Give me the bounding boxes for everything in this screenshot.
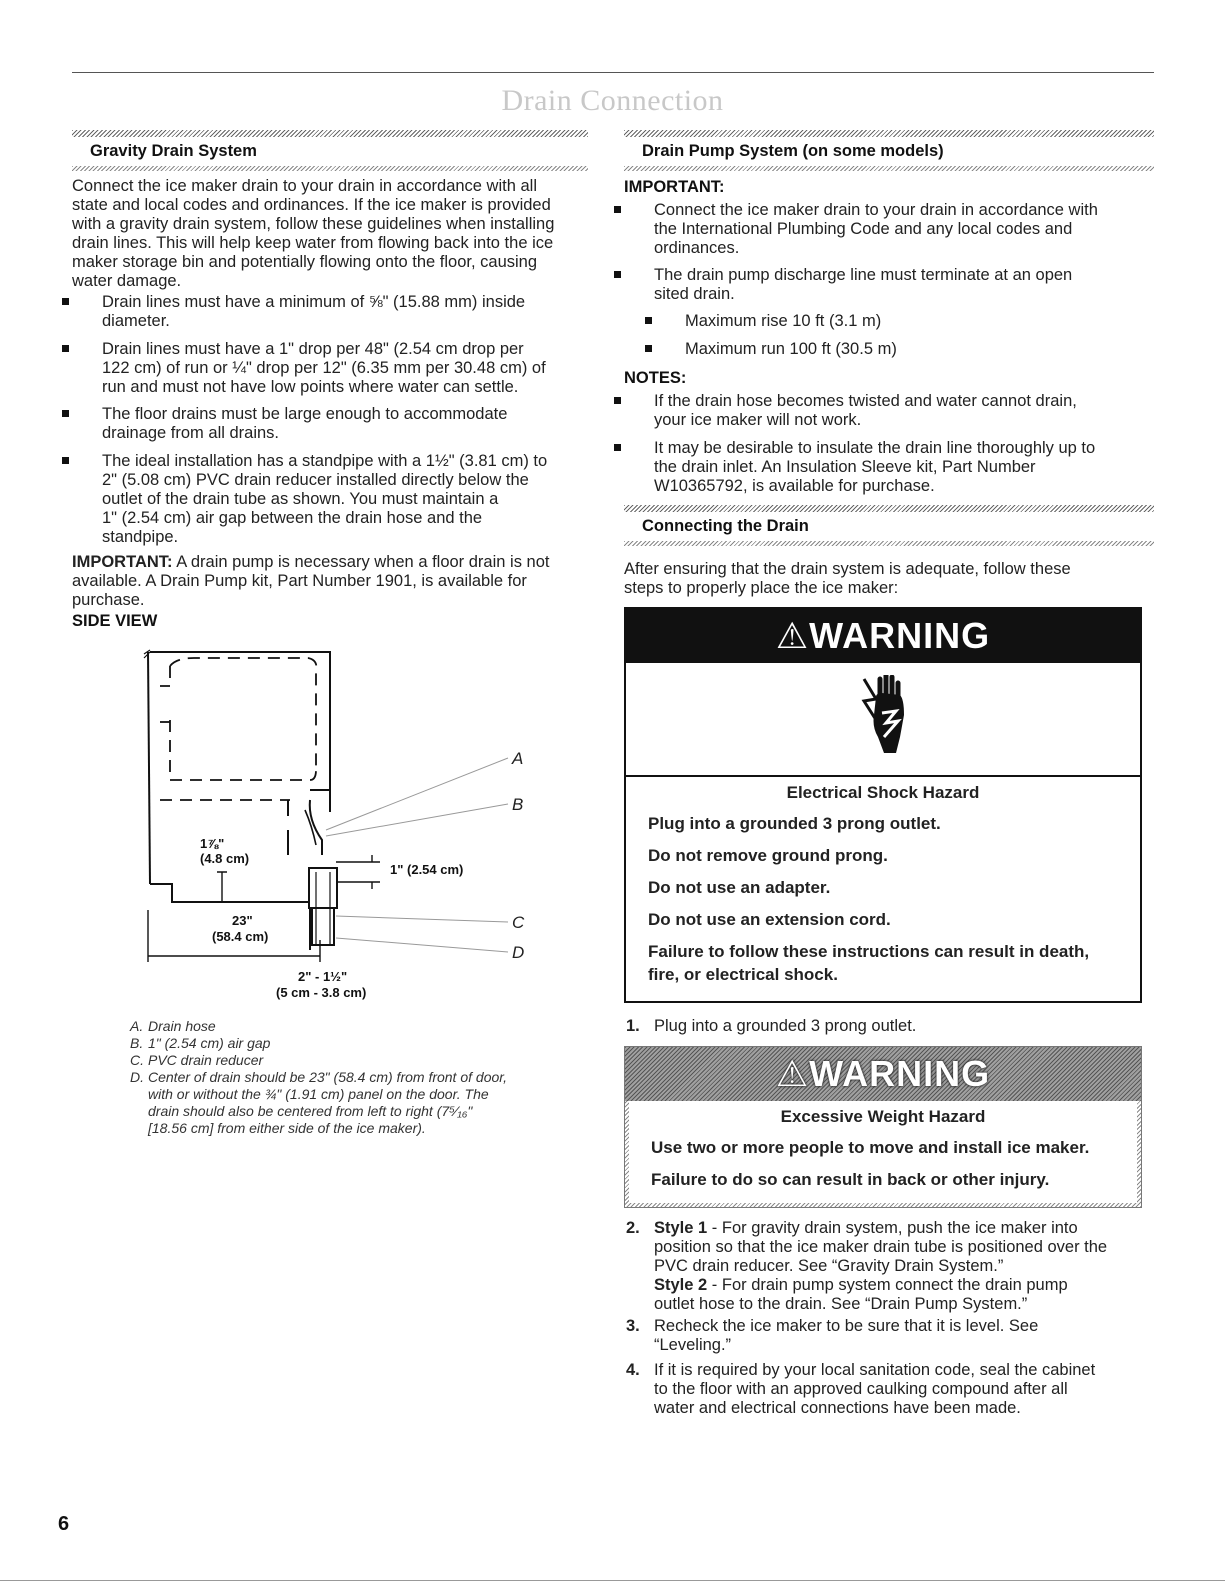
step-3	[626, 1317, 1154, 1355]
top-rule	[72, 72, 1154, 73]
bullet-line: The drain pump discharge line must terminate at an open	[654, 266, 1073, 284]
warning-title: Electrical Shock Hazard	[786, 783, 980, 802]
weight-warning-content	[629, 1101, 1137, 1203]
diagram-legend	[130, 1018, 588, 1137]
legend-item: D. Center of drain should be 23" (58.4 cm) from front of door, with or without the ¾" (1.91 cm) panel on the door. The drain should also be centered from left to right (7⁵⁄₁₆" [18.56 cm] from either side of the ice maker).	[130, 1069, 508, 1136]
step-number: 4.	[626, 1361, 640, 1379]
step-text: Recheck the ice maker to be sure that it is level. See	[654, 1317, 1039, 1335]
intro-line: Connect the ice maker drain to your drain in accordance with all	[72, 177, 537, 195]
dim-label-2a: 23"	[232, 913, 253, 928]
step-text: water and electrical connections have been made.	[654, 1399, 1021, 1417]
warning-line: Plug into a grounded 3 prong outlet.	[648, 814, 941, 833]
callout-c: C	[512, 913, 525, 932]
legend-item: B. 1" (2.54 cm) air gap	[130, 1035, 271, 1051]
bullet-line: the drain inlet. An Insulation Sleeve kit, Part Number	[654, 458, 1036, 476]
bullet-line: outlet of the drain tube as shown. You must maintain a	[102, 490, 499, 508]
step-text: - For drain pump system connect the drain pump	[707, 1276, 1068, 1294]
heading-hatch-rule	[624, 130, 1154, 137]
pvc-reducer-top	[309, 868, 337, 908]
bullet-square-icon	[62, 410, 69, 417]
bin-dashed-left	[160, 666, 170, 686]
bullet-line: 122 cm) of run or ¼" drop per 12" (6.35 mm per 30.48 cm) of	[102, 359, 546, 377]
bullet-line: standpipe.	[102, 528, 179, 546]
important-text: available. A Drain Pump kit, Part Number 1901, is available for	[72, 572, 527, 590]
dim-label-2b: (58.4 cm)	[212, 929, 269, 944]
style1-label: Style 1	[654, 1219, 708, 1237]
bullet-line: 2" (5.08 cm) PVC drain reducer installed directly below the	[102, 471, 529, 489]
drain-pump-heading-block	[624, 130, 1154, 171]
warning-line: Do not use an extension cord.	[648, 910, 891, 929]
step-text: Plug into a grounded 3 prong outlet.	[654, 1017, 917, 1035]
cabinet-outline	[150, 652, 330, 812]
bullet-line: Connect the ice maker drain to your drain in accordance with	[654, 201, 1098, 219]
bullet-square-icon	[614, 206, 621, 213]
gravity-intro	[72, 177, 592, 291]
heading-hatch-rule-bottom	[624, 166, 1154, 171]
dim-label-3b: (5 cm - 3.8 cm)	[276, 985, 367, 1000]
step-text: position so that the ice maker drain tube is positioned over the	[654, 1238, 1108, 1256]
important-text: purchase.	[72, 591, 145, 609]
bullet-line: W10365792, is available for purchase.	[654, 477, 935, 495]
bullet-line: Drain lines must have a 1" drop per 48" (2.54 cm drop per	[102, 340, 524, 358]
gravity-bullet	[102, 293, 592, 331]
side-view-diagram	[140, 640, 540, 1010]
step-text: “Leveling.”	[654, 1336, 732, 1354]
page-title: Drain Connection	[501, 84, 724, 117]
important-label: IMPORTANT:	[72, 553, 173, 571]
bullet-square-icon	[62, 345, 69, 352]
bullet-square-icon	[62, 457, 69, 464]
bullet-line: the International Plumbing Code and any local codes and	[654, 220, 1073, 238]
step-text: PVC drain reducer. See “Gravity Drain System.”	[654, 1257, 1004, 1275]
bullet-square-icon	[614, 271, 621, 278]
connecting-drain-heading-block	[624, 505, 1154, 546]
bullet-line: drainage from all drains.	[102, 424, 280, 442]
intro-line: state and local codes and ordinances. If the ice maker is provided	[72, 196, 551, 214]
weight-warning-box	[624, 1046, 1142, 1208]
bullet-line: 1" (2.54 cm) air gap between the drain hose and the	[102, 509, 483, 527]
step-number: 3.	[626, 1317, 640, 1335]
bullet-square-icon	[645, 317, 652, 324]
warning-line: Use two or more people to move and install ice maker.	[651, 1138, 1090, 1157]
note-bullet	[654, 392, 1154, 430]
step-4	[626, 1361, 1154, 1418]
intro-line: water damage.	[72, 272, 182, 290]
callout-d: D	[512, 943, 525, 962]
cabinet-base-line	[150, 884, 310, 902]
warning-title: Excessive Weight Hazard	[780, 1107, 986, 1126]
bullet-line: your ice maker will not work.	[654, 411, 862, 429]
pump-important-label: IMPORTANT:	[624, 178, 725, 196]
gap-label: 1" (2.54 cm)	[390, 862, 464, 877]
step-2	[626, 1219, 1154, 1314]
bullet-line: diameter.	[102, 312, 170, 330]
bullet-line: sited drain.	[654, 285, 735, 303]
side-view-label: SIDE VIEW	[72, 612, 158, 630]
pump-sub-bullet	[685, 312, 1145, 331]
bottom-rule	[0, 1580, 1225, 1581]
bullet-line: The ideal installation has a standpipe with a 1½" (3.81 cm) to	[102, 452, 548, 470]
legend-item: C. PVC drain reducer	[130, 1052, 264, 1068]
pump-bullet	[654, 266, 1154, 304]
warning-line: Do not remove ground prong.	[648, 846, 888, 865]
leader-b	[326, 804, 508, 836]
intro-line: drain lines. This will help keep water from flowing back into the ice	[72, 234, 554, 252]
bin-dashed-bottom	[170, 720, 316, 780]
heading-hatch-rule-bottom	[72, 166, 588, 171]
bullet-line: If the drain hose becomes twisted and water cannot drain,	[654, 392, 1077, 410]
bullet-line: It may be desirable to insulate the drain line thoroughly up to	[654, 439, 1096, 457]
bullet-square-icon	[614, 444, 621, 451]
leader-a	[326, 758, 508, 830]
gravity-drain-heading: Gravity Drain System	[90, 142, 257, 160]
drain-pump-heading: Drain Pump System (on some models)	[642, 142, 944, 160]
heading-hatch-rule	[72, 130, 588, 137]
after-line: After ensuring that the drain system is adequate, follow these	[624, 560, 1071, 578]
bullet-square-icon	[62, 298, 69, 305]
bullet-line: run and must not have low points where water can settle.	[102, 378, 519, 396]
warning-line: fire, or electrical shock.	[648, 965, 838, 984]
bullet-line: ordinances.	[654, 239, 740, 257]
dim-label-1b: (4.8 cm)	[200, 851, 250, 866]
warning-line: Failure to follow these instructions can result in death,	[648, 942, 1090, 961]
bullet-line: The floor drains must be large enough to accommodate	[102, 405, 508, 423]
bullet-square-icon	[645, 345, 652, 352]
gravity-important	[72, 553, 592, 610]
page-number: 6	[58, 1513, 70, 1535]
leader-c	[336, 916, 508, 922]
notes-label: NOTES:	[624, 369, 687, 387]
electrical-warning-box	[624, 607, 1142, 1003]
step-text: - For gravity drain system, push the ice maker into	[707, 1219, 1078, 1237]
bullet-line: Drain lines must have a minimum of ⅝" (15.88 mm) inside	[102, 293, 526, 311]
shock-symbol-area	[626, 663, 1140, 777]
gravity-bullet	[102, 340, 592, 397]
callout-b: B	[512, 795, 524, 814]
step-text: outlet hose to the drain. See “Drain Pump System.”	[654, 1295, 1028, 1313]
warning-line: Failure to do so can result in back or other injury.	[651, 1170, 1050, 1189]
warning-banner: ⚠WARNING	[626, 609, 1140, 663]
gravity-drain-heading-block	[72, 130, 588, 171]
intro-line: maker storage bin and potentially flowing onto the floor, causing	[72, 253, 538, 271]
gravity-bullet	[102, 405, 592, 443]
after-text	[624, 560, 1154, 598]
note-bullet	[654, 439, 1154, 496]
pump-bullet	[654, 201, 1154, 258]
style2-label: Style 2	[654, 1276, 708, 1294]
bullet-line: Maximum run 100 ft (30.5 m)	[685, 340, 897, 358]
step-text: to the floor with an approved caulking compound after all	[654, 1380, 1068, 1398]
electrical-shock-icon	[856, 675, 916, 767]
bin-dashed-top	[170, 658, 316, 770]
important-text: A drain pump is necessary when a floor drain is not	[172, 553, 550, 571]
dim-label-1a: 1⅞"	[200, 836, 225, 851]
step-text: If it is required by your local sanitation code, seal the cabinet	[654, 1361, 1096, 1379]
callout-a: A	[512, 749, 524, 768]
step-number: 1.	[626, 1017, 640, 1035]
leader-d	[336, 938, 508, 952]
step-number: 2.	[626, 1219, 640, 1237]
gap-dim-lines	[336, 862, 380, 882]
step-1	[626, 1017, 1144, 1036]
heading-hatch-rule-bottom	[624, 541, 1154, 546]
warning-banner: ⚠WARNING	[625, 1047, 1141, 1101]
connecting-drain-heading: Connecting the Drain	[642, 517, 809, 535]
bullet-line: Maximum rise 10 ft (3.1 m)	[685, 312, 882, 330]
bullet-square-icon	[614, 397, 621, 404]
pump-sub-bullet	[685, 340, 1145, 359]
door-front-line	[148, 652, 150, 884]
after-line: steps to properly place the ice maker:	[624, 579, 899, 597]
intro-line: with a gravity drain system, follow these guidelines when installing	[72, 215, 555, 233]
heading-hatch-rule	[624, 505, 1154, 512]
warning-line: Do not use an adapter.	[648, 878, 831, 897]
legend-item: A. Drain hose	[130, 1018, 216, 1034]
gravity-bullet	[102, 452, 592, 547]
dim-label-3a: 2" - 1½"	[298, 969, 348, 984]
